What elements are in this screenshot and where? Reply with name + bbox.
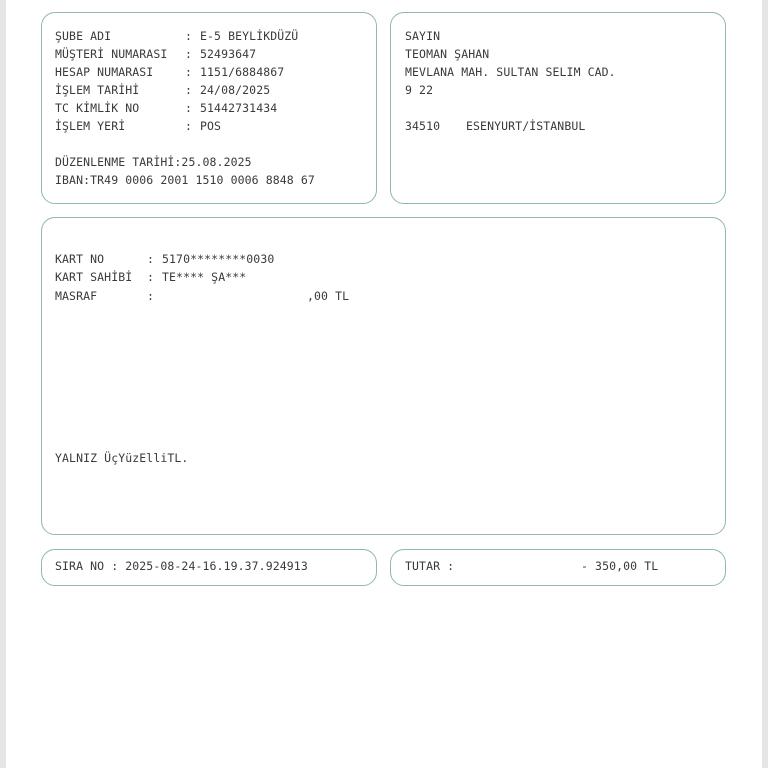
total-value: - 350,00 TL xyxy=(581,559,659,573)
iban: IBAN:TR49 0006 2001 1510 0006 8848 67 xyxy=(55,173,315,187)
recipient-salutation: SAYIN xyxy=(405,29,441,43)
row-separator: : xyxy=(185,119,193,133)
recipient-postal-code: 34510 xyxy=(405,119,441,133)
row-separator: : xyxy=(185,47,193,61)
recipient-address-line2: 9 22 xyxy=(405,83,434,97)
row-separator: : xyxy=(185,83,193,97)
recipient-address-line1: MEVLANA MAH. SULTAN SELIM CAD. xyxy=(405,65,616,79)
row-label: KART NO xyxy=(55,252,105,266)
row-value: 1151/6884867 xyxy=(200,65,285,79)
row-value: 24/08/2025 xyxy=(200,83,271,97)
row-label: MASRAF xyxy=(55,289,98,303)
row-value: TE**** ŞA*** xyxy=(162,270,247,284)
row-value: E-5 BEYLİKDÜZÜ xyxy=(200,29,299,43)
row-label: MÜŞTERİ NUMARASI xyxy=(55,47,168,61)
row-value: 5170********0030 xyxy=(162,252,275,266)
row-separator: : xyxy=(185,65,193,79)
row-label: ŞUBE ADI xyxy=(55,29,112,43)
row-value: POS xyxy=(200,119,222,133)
row-value: 51442731434 xyxy=(200,101,278,115)
recipient-name: TEOMAN ŞAHAN xyxy=(405,47,490,61)
amount-in-words: YALNIZ ÜçYüzElliTL. xyxy=(55,451,189,465)
row-separator: : xyxy=(147,289,155,303)
sequence-number: SIRA NO : 2025-08-24-16.19.37.924913 xyxy=(55,559,308,573)
row-separator: : xyxy=(147,270,155,284)
row-label: İŞLEM YERİ xyxy=(55,119,126,133)
row-value: ,00 TL xyxy=(307,289,350,303)
row-label: HESAP NUMARASI xyxy=(55,65,154,79)
row-label: KART SAHİBİ xyxy=(55,270,133,284)
total-label: TUTAR : xyxy=(405,559,455,573)
receipt-page xyxy=(6,0,762,768)
row-label: TC KİMLİK NO xyxy=(55,101,140,115)
row-separator: : xyxy=(185,101,193,115)
issue-date: DÜZENLENME TARİHİ:25.08.2025 xyxy=(55,155,252,169)
fee-row xyxy=(55,289,375,359)
recipient-box xyxy=(390,12,726,204)
row-value: 52493647 xyxy=(200,47,257,61)
row-label: İŞLEM TARİHİ xyxy=(55,83,140,97)
row-separator: : xyxy=(185,29,193,43)
row-separator: : xyxy=(147,252,155,266)
recipient-city: ESENYURT/İSTANBUL xyxy=(466,119,586,133)
